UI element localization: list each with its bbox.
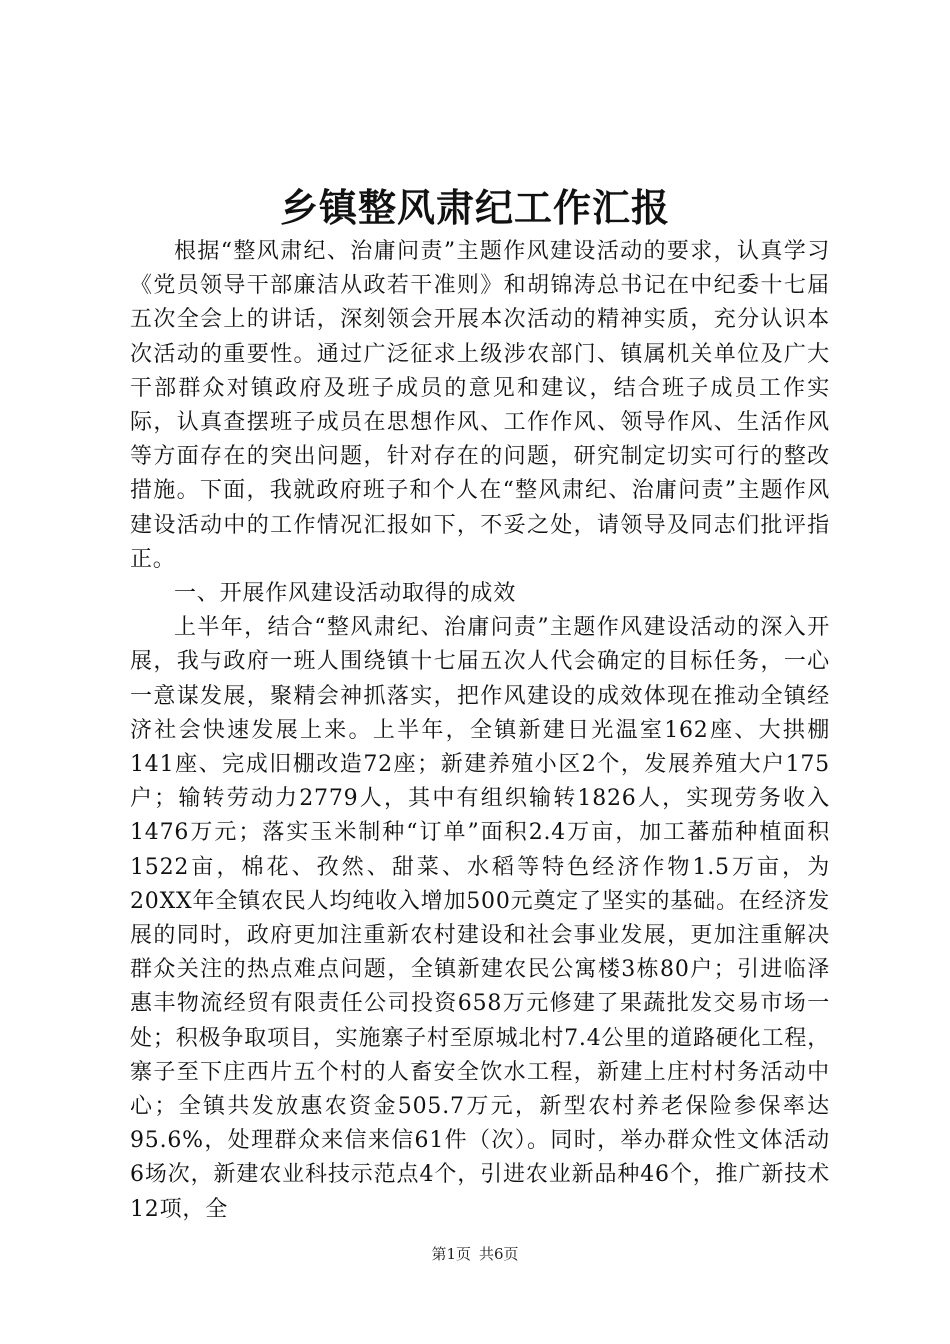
body-paragraph-intro: 根据“整风肃纪、治庸问责”主题作风建设活动的要求，认真学习《党员领导干部廉洁从政若干准则》和胡锦涛总书记在中纪委十七届五次全会上的讲话，深刻领会开展本次活动的精神实质，充分认识本次活动的重要性。通过广泛征求上级涉农部门、镇属机关单位及广大干部群众对镇政府及班子成员的意见和建议，结合班子成员工作实际，认真查摆班子成员在思想作风、工作作风、领导作风、生活作风等方面存在的突出问题，针对存在的问题，研究制定切实可行的整改措施。下面，我就政府班子和个人在“整风肃纪、治庸问责”主题作风建设活动中的工作情况汇报如下，不妥之处，请领导及同志们批评指正。 <box>130 239 830 572</box>
page-total: 共6页 <box>479 1245 519 1263</box>
body-paragraph-achievements: 上半年，结合“整风肃纪、治庸问责”主题作风建设活动的深入开展，我与政府一班人围绕镇十七届五次人代会确定的目标任务，一心一意谋发展，聚精会神抓落实，把作风建设的成效体现在推动全镇经济社会快速发展上来。上半年，全镇新建日光温室162座、大拱棚141座、完成旧棚改造72座；新建养殖小区2个，发展养殖大户175户；输转劳动力2779人，其中有组织输转1826人，实现劳务收入1476万元；落实玉米制种“订单”面积2.4万亩，加工蕃茄种植面积1522亩，棉花、孜然、甜菜、水稻等特色经济作物1.5万亩，为20XX年全镇农民人均纯收入增加500元奠定了坚实的基础。在经济发展的同时，政府更加注重新农村建设和社会事业发展，更加注重解决群众关注的热点难点问题，全镇新建农民公寓楼3栋80户；引进临泽惠丰物流经贸有限责任公司投资658万元修建了果蔬批发交易市场一处；积极争取项目，实施寨子村至原城北村7.4公里的道路硬化工程，寨子至下庄西片五个村的人畜安全饮水工程，新建上庄村村务活动中心；全镇共发放惠农资金505.7万元，新型农村养老保险参保率达95.6%，处理群众来信来信61件（次）。同时，举办群众性文体活动6场次，新建农业科技示范点4个，引进农业新品种46个，推广新技术12项，全 <box>130 615 830 1222</box>
page-footer <box>0 1244 950 1264</box>
document-title: 乡镇整风肃纪工作汇报 <box>279 185 670 230</box>
page-number: 第1页 <box>431 1245 471 1263</box>
document-body <box>130 235 830 1227</box>
section-heading-achievements: 一、开展作风建设活动取得的成效 <box>174 581 517 607</box>
